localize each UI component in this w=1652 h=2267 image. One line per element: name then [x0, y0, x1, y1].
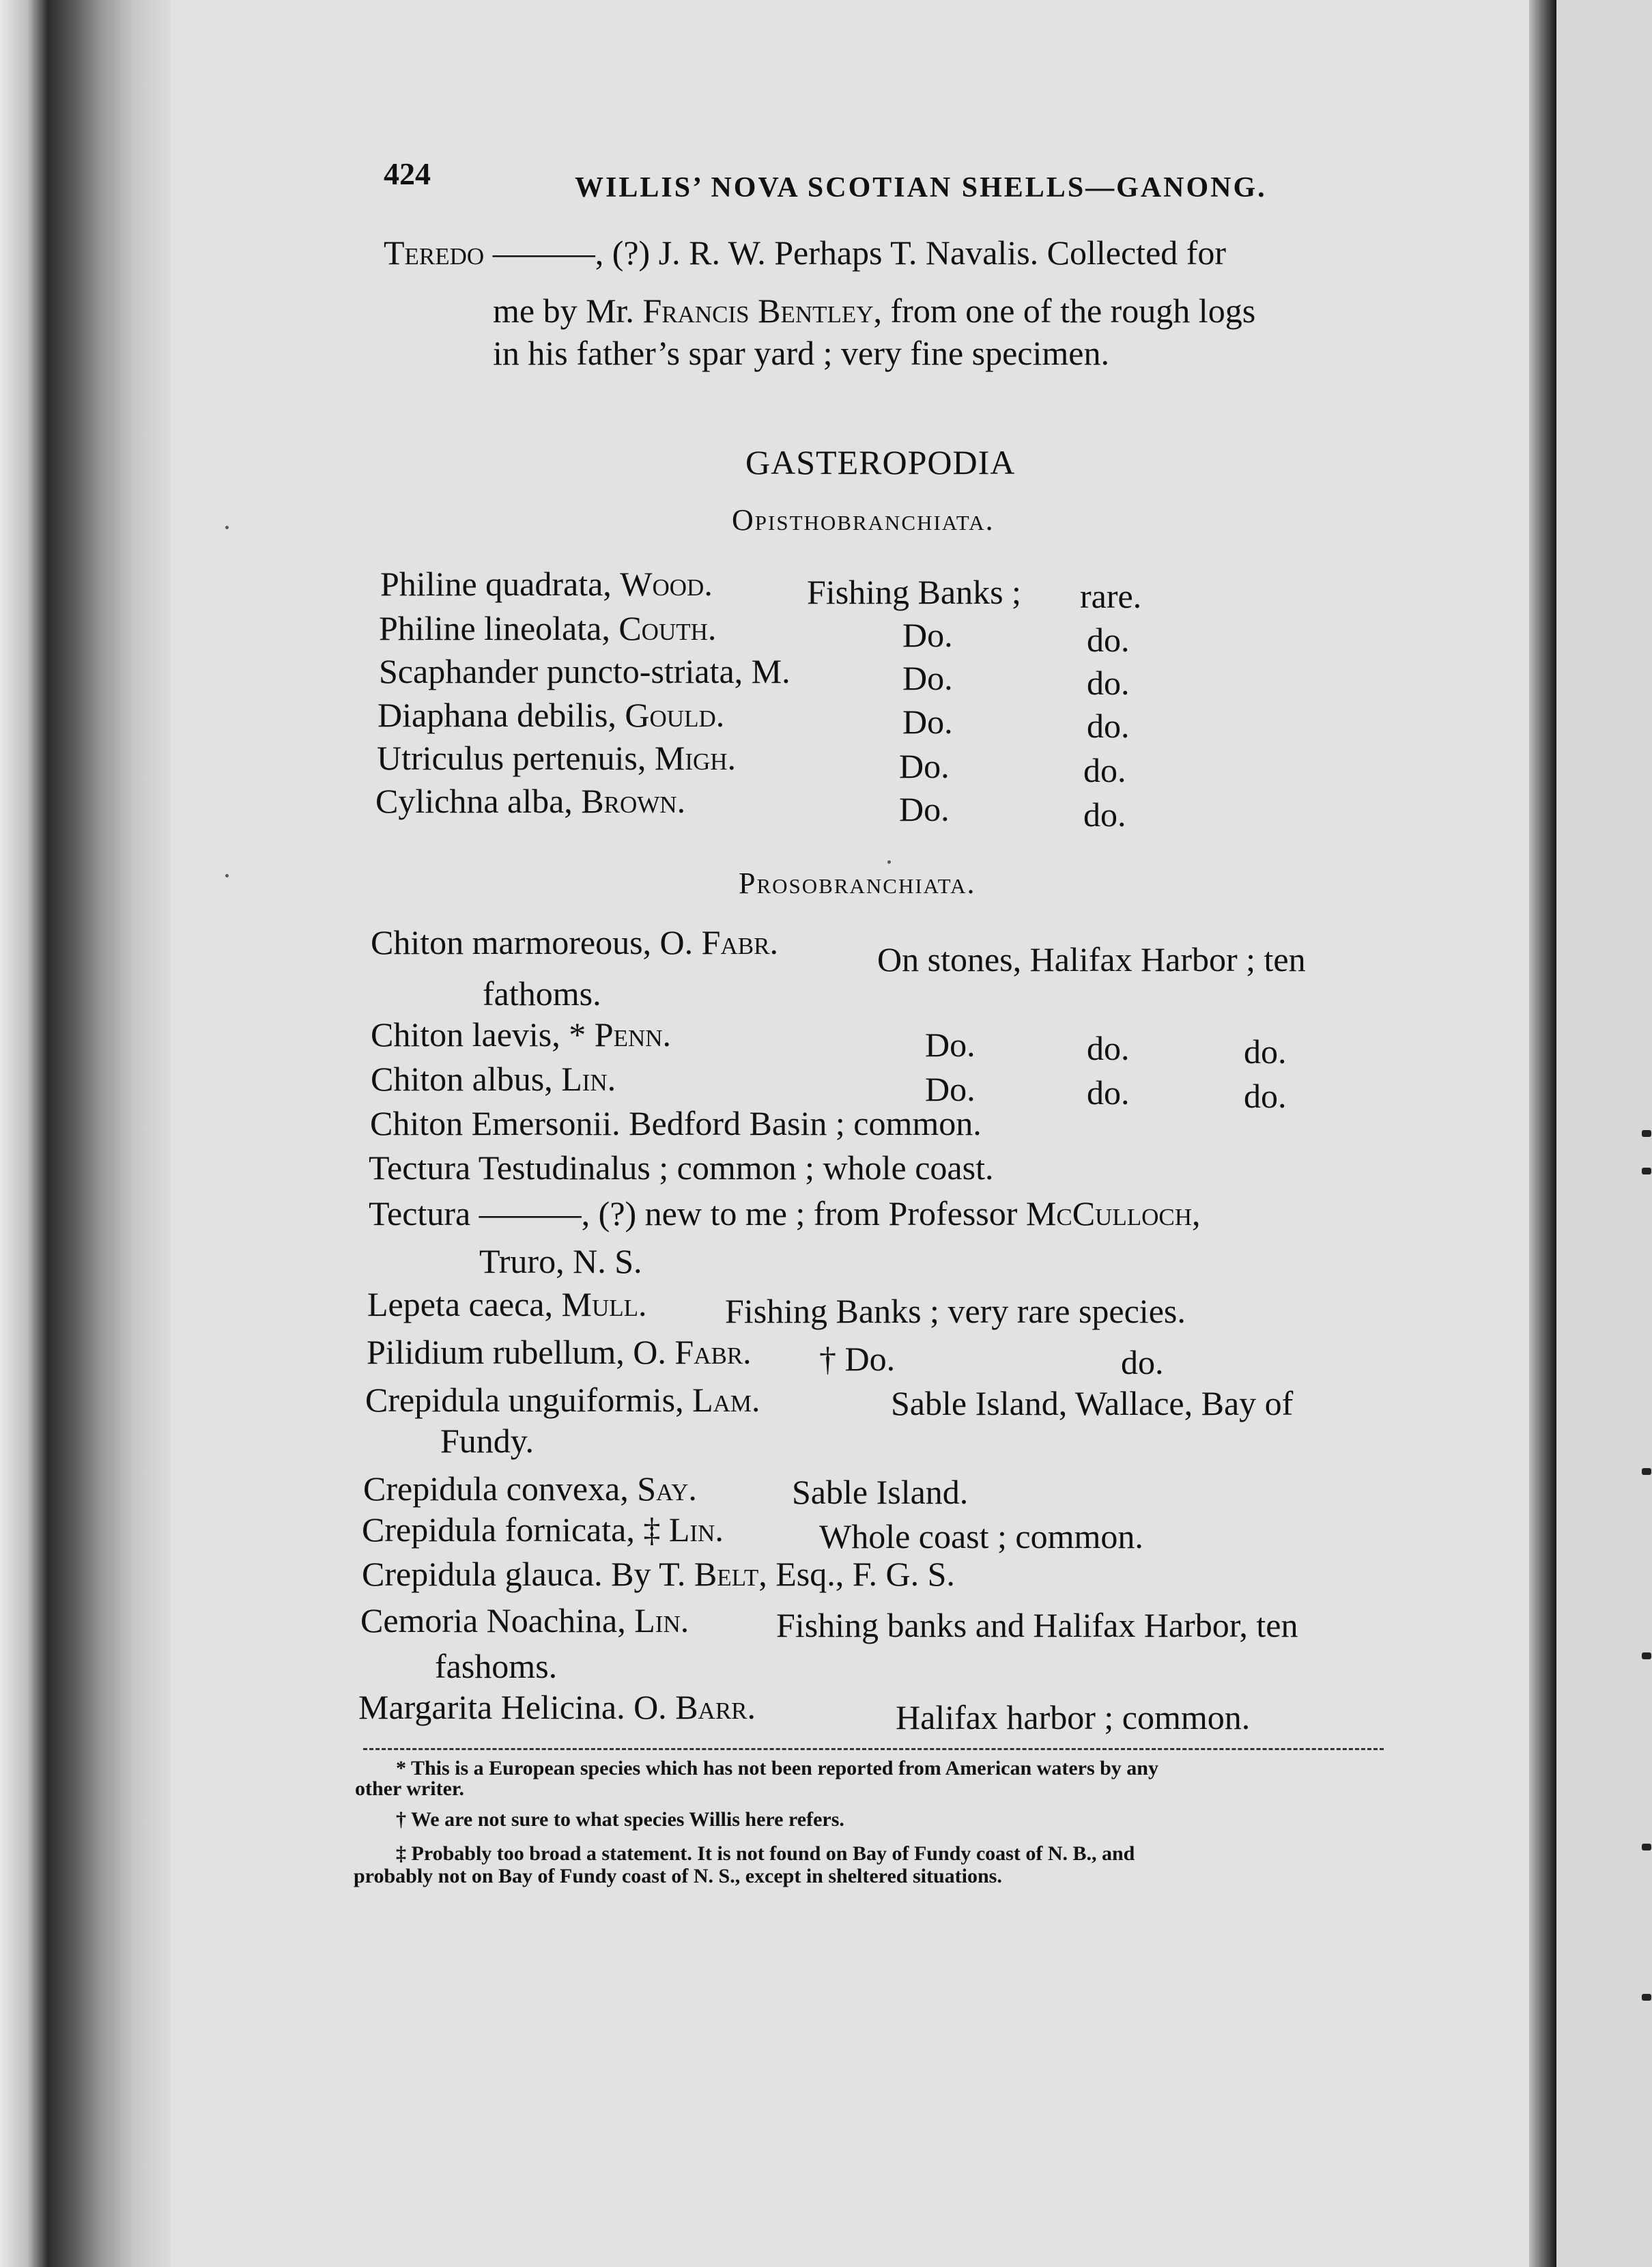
species-note: do. [1087, 1029, 1130, 1067]
teredo-line-3: in his father’s spar yard ; very fine specimen. [493, 334, 1109, 372]
species-binomial: Crepidula unguiformis, [365, 1381, 693, 1419]
scan-speck [887, 860, 891, 864]
species-binomial: Crepidula fornicata, ‡ [362, 1510, 669, 1549]
species-binomial: Cylichna alba, [375, 782, 582, 820]
species-entry [371, 925, 778, 959]
species-entry [365, 1383, 760, 1417]
teredo-line-1 [384, 236, 1226, 270]
species-binomial: Philine lineolata, [379, 609, 619, 647]
species-binomial: Philine quadrata, [380, 565, 621, 603]
species-locality: On stones, Halifax Harbor ; ten [877, 940, 1306, 978]
collector-name: Francis Bentley [642, 292, 874, 330]
footnote-rule [363, 1748, 1384, 1750]
teredo-line-2 [493, 294, 1255, 328]
professor-name: McCulloch [1025, 1194, 1192, 1233]
species-binomial: Crepidula convexa, [363, 1469, 638, 1508]
species-note: rare. [1080, 577, 1142, 615]
footnote-1: * This is a European species which has not been reported from American waters by any [396, 1757, 1158, 1779]
species-entry [362, 1557, 955, 1591]
species-name [375, 784, 685, 818]
species-author: Lin. [561, 1060, 616, 1098]
species-author: Wood. [620, 565, 713, 603]
species-locality: Do. [902, 659, 953, 697]
species-author: Fabr. [701, 923, 778, 961]
species-text: Tectura ———, (?) new to me ; from Professor [369, 1194, 1026, 1233]
species-note: do. [1087, 664, 1130, 702]
running-title: WILLIS’ NOVA SCOTIAN SHELLS—GANONG. [575, 172, 1267, 203]
species-locality: Do. [902, 703, 953, 741]
book-binding-gutter [0, 0, 171, 2267]
species-continuation: Fundy. [440, 1422, 535, 1460]
species-note: do. [1087, 707, 1130, 745]
section-heading-gasteropodia: GASTEROPODIA [745, 443, 1016, 481]
subsection-heading-prosobranchiata: Prosobranchiata. [739, 867, 976, 900]
species-entry [367, 1335, 752, 1369]
species-author: Brown. [581, 782, 686, 820]
species-locality: Fishing banks and Halifax Harbor, ten [776, 1606, 1298, 1644]
species-note: do. [1087, 1073, 1130, 1112]
species-note: do. [1087, 621, 1130, 659]
species-entry [360, 1603, 689, 1637]
footnote-3: ‡ Probably too broad a statement. It is not found on Bay of Fundy coast of N. B., and [396, 1842, 1135, 1865]
species-locality: Do. [902, 616, 953, 654]
species-binomial: Utriculus pertenuis, [377, 739, 655, 777]
species-locality: Whole coast ; common. [819, 1517, 1143, 1555]
species-author: Penn. [594, 1015, 672, 1054]
species-entry: Tectura Testudinalus ; common ; whole coast. [369, 1149, 994, 1187]
page-edge-shadow [1529, 0, 1556, 2267]
species-locality: Sable Island, Wallace, Bay of [891, 1384, 1294, 1422]
species-locality: Do. [925, 1026, 975, 1064]
species-locality: Do. [899, 747, 950, 785]
species-text-end: , Esq., F. G. S. [758, 1555, 955, 1593]
teredo-line-2-start: me by Mr. [493, 292, 643, 330]
species-binomial: Pilidium rubellum, O. [367, 1333, 675, 1371]
species-note: do. [1083, 795, 1126, 834]
species-note: do. [1083, 751, 1126, 789]
species-locality: Sable Island. [792, 1473, 969, 1511]
species-entry: Chiton Emersonii. Bedford Basin ; common. [370, 1104, 982, 1142]
species-entry [371, 1062, 616, 1096]
species-author: Say. [637, 1469, 697, 1508]
page-number: 424 [384, 156, 431, 191]
species-binomial: Chiton laevis, * [371, 1015, 595, 1054]
species-binomial: Cemoria Noachina, [360, 1601, 635, 1639]
species-author: Migh. [654, 739, 737, 777]
species-binomial: Lepeta caeca, [367, 1285, 562, 1323]
species-note: do. [1121, 1343, 1164, 1381]
teredo-genus: Teredo [384, 234, 485, 272]
species-locality: Halifax harbor ; common. [896, 1698, 1251, 1736]
footnote-3-cont: probably not on Bay of Fundy coast of N. S., except in sheltered situations. [354, 1865, 1002, 1887]
species-locality: Do. [899, 790, 950, 828]
species-author: Lin. [634, 1601, 689, 1639]
species-entry [367, 1287, 646, 1321]
species-entry [363, 1469, 697, 1508]
collector-name: Belt [694, 1555, 759, 1593]
species-binomial: Scaphander puncto-striata, M. [379, 652, 791, 690]
species-entry [358, 1690, 756, 1724]
species-continuation: fashoms. [435, 1647, 558, 1685]
species-name [380, 567, 713, 601]
species-binomial: Chiton marmoreous, O. [371, 923, 702, 961]
species-binomial: Diaphana debilis, [378, 696, 625, 734]
species-name [379, 611, 716, 645]
species-locality: Do. [925, 1070, 975, 1108]
species-author: Lin. [668, 1510, 724, 1549]
species-author: Fabr. [674, 1333, 752, 1371]
species-author: Lam. [692, 1381, 760, 1419]
footnote-1-cont: other writer. [355, 1777, 464, 1800]
species-locality: Fishing Banks ; [807, 573, 1021, 611]
species-binomial: Chiton albus, [371, 1060, 562, 1098]
species-note: do. [1244, 1032, 1287, 1071]
scan-speck [225, 874, 229, 877]
species-text: Crepidula glauca. By T. [362, 1555, 694, 1593]
subsection-heading-opisthobranchiata: Opisthobranchiata. [732, 503, 995, 537]
teredo-line-2-end: , from one of the rough logs [873, 292, 1256, 330]
species-continuation: Truro, N. S. [479, 1242, 642, 1280]
species-continuation: fathoms. [483, 974, 601, 1013]
species-binomial: Margarita Helicina. O. [358, 1688, 676, 1726]
species-author: Gould. [625, 696, 725, 734]
species-entry [369, 1194, 1201, 1233]
scan-speck [225, 526, 229, 529]
species-author: Barr. [675, 1688, 756, 1726]
species-text-end: , [1191, 1194, 1201, 1233]
species-locality: Fishing Banks ; very rare species. [725, 1292, 1186, 1330]
species-name [379, 654, 791, 688]
adjacent-page-edge [1556, 0, 1652, 2267]
species-name [378, 698, 724, 732]
teredo-line-1-text: ———, (?) J. R. W. Perhaps T. Navalis. Collected for [484, 234, 1227, 272]
footnote-2: † We are not sure to what species Willis here refers. [396, 1808, 844, 1831]
species-author: Mull. [561, 1285, 647, 1323]
species-note: do. [1244, 1077, 1287, 1115]
species-name [377, 741, 736, 775]
species-entry [362, 1512, 724, 1547]
species-locality: † Do. [819, 1340, 896, 1378]
species-author: Couth. [618, 609, 717, 647]
species-entry [371, 1017, 671, 1052]
